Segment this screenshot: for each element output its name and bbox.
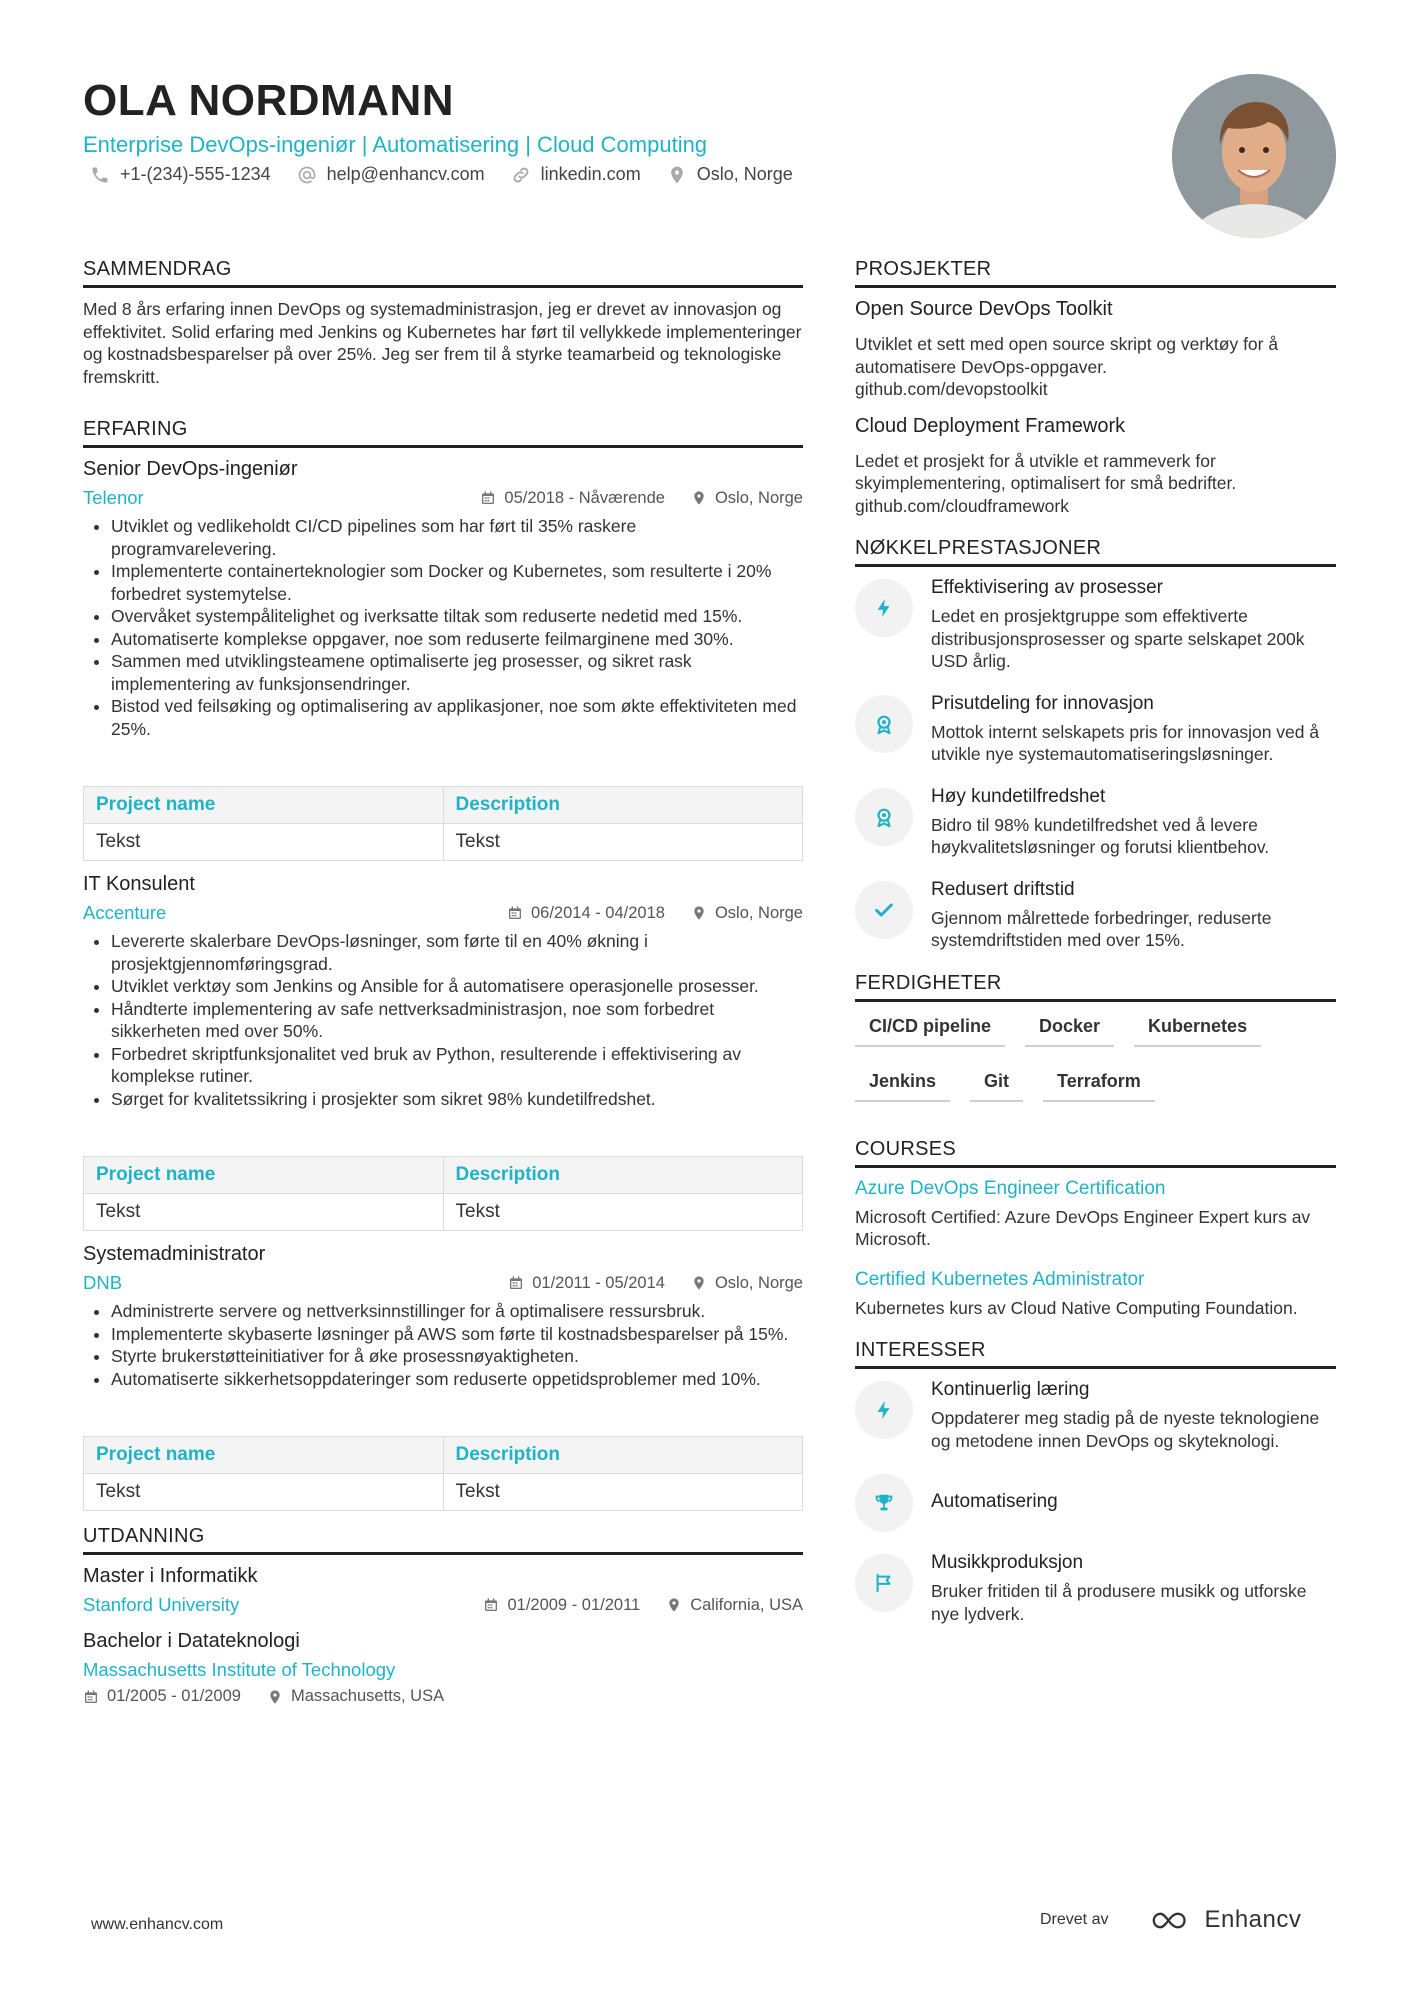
skill-tag: Kubernetes	[1134, 1012, 1261, 1047]
calendar-icon	[508, 1275, 524, 1291]
job-dates	[508, 1274, 665, 1293]
job-bullets	[83, 1300, 803, 1390]
avatar	[1172, 74, 1336, 238]
job-role: Senior DevOps-ingeniør	[83, 458, 298, 480]
calendar-icon	[480, 490, 496, 506]
job-bullets	[83, 515, 803, 740]
job-dates-text: 05/2018 - Nåværende	[504, 488, 665, 507]
job-location-text: Oslo, Norge	[714, 488, 803, 507]
job-bullet: • Styrte brukerstøtteinitiativer for å øke prosessnøyaktigheten.	[111, 1345, 803, 1368]
job-role: Systemadministrator	[83, 1243, 266, 1265]
job-meta-row	[83, 1272, 803, 1294]
job-location-text: Oslo, Norge	[714, 903, 803, 922]
course-text: Kubernetes kurs av Cloud Native Computing Foundation.	[855, 1297, 1298, 1318]
projects-section	[855, 258, 1336, 517]
education-section	[83, 1525, 803, 1706]
interest-title: Kontinuerlig læring	[931, 1379, 1090, 1400]
job-bullet: • Automatiserte komplekse oppgaver, noe som reduserte feilmarginene med 30%.	[111, 628, 803, 651]
job-role: IT Konsulent	[83, 873, 195, 895]
trophy-icon	[873, 1492, 895, 1514]
job-location	[691, 489, 803, 508]
job-dates-text: 01/2011 - 05/2014	[532, 1273, 665, 1292]
contact-location	[667, 164, 793, 185]
school-name: Stanford University	[83, 1594, 240, 1615]
right-column	[855, 258, 1336, 1645]
location-pin-icon	[267, 1689, 283, 1705]
job-entry	[83, 873, 803, 1231]
phone-text: +1-(234)-555-1234	[120, 164, 271, 184]
education-heading: UTDANNING	[83, 1525, 803, 1555]
project-link[interactable]: github.com/cloudframework	[855, 495, 1069, 516]
summary-heading: SAMMENDRAG	[83, 258, 803, 288]
job-meta-row	[83, 902, 803, 924]
course-name: Certified Kubernetes Administrator	[855, 1268, 1145, 1290]
interest-item	[855, 1552, 1336, 1625]
degree-title: Bachelor i Datateknologi	[83, 1630, 300, 1652]
skill-tag: Terraform	[1043, 1067, 1155, 1102]
course-entry	[855, 1269, 1336, 1320]
skill-tag: Jenkins	[855, 1067, 950, 1102]
job-company: Telenor	[83, 487, 144, 508]
profile-photo	[1172, 74, 1336, 238]
job-bullet: • Sammen med utviklingsteamene optimaliserte jeg prosesser, og sikret rask implementering av funksjonsendringer.	[111, 650, 803, 695]
interest-text: Bruker fritiden til å produsere musikk og utforske nye lydverk.	[931, 1581, 1307, 1624]
job-bullet: • Levererte skalerbare DevOps-løsninger, som førte til en 40% økning i prosjektgjennomføringsgrad.	[111, 930, 803, 975]
job-dates-text: 06/2014 - 04/2018	[531, 903, 665, 922]
contact-phone	[90, 164, 271, 185]
project-table	[83, 1436, 803, 1511]
table-header-project: Project name	[84, 1157, 444, 1194]
education-entry	[83, 1630, 803, 1706]
candidate-name: OLA NORDMANN	[83, 76, 454, 125]
achievement-text: Gjennom målrettede forbedringer, reduserte systemdriftstiden med over 15%.	[931, 907, 1272, 950]
calendar-icon	[507, 905, 523, 921]
achievement-text: Mottok internt selskapets pris for innovasjon ved å utvikle nye systemautomatiseringsløsninger.	[931, 721, 1320, 764]
award-icon	[873, 713, 895, 735]
course-name: Azure DevOps Engineer Certification	[855, 1177, 1166, 1199]
achievement-icon-circle	[855, 881, 913, 939]
project-table	[83, 1156, 803, 1231]
job-location	[691, 904, 803, 923]
table-header-project: Project name	[84, 787, 444, 824]
education-entry	[83, 1565, 803, 1616]
achievement-item	[855, 786, 1336, 859]
job-bullet: • Håndterte implementering av safe nettverksadministrasjon, noe som forbedret sikkerheten med over 50%.	[111, 998, 803, 1043]
calendar-icon	[483, 1597, 499, 1613]
enhancv-logo-icon	[1150, 1909, 1196, 1932]
project-link[interactable]: github.com/devopstoolkit	[855, 379, 1048, 399]
table-header-description: Description	[443, 1157, 803, 1194]
bolt-icon	[873, 1399, 895, 1421]
school-name: Massachusetts Institute of Technology	[83, 1659, 396, 1680]
achievement-item	[855, 693, 1336, 766]
location-text: Oslo, Norge	[696, 164, 793, 184]
achievement-item	[855, 577, 1336, 673]
job-entry	[83, 1243, 803, 1511]
job-company: DNB	[83, 1272, 123, 1293]
at-icon	[297, 165, 317, 185]
job-bullet: • Administrerte servere og nettverksinnstillinger for å optimalisere ressursbruk.	[111, 1300, 803, 1323]
job-meta	[480, 489, 803, 508]
interest-text: Oppdaterer meg stadig på de nyeste teknologiene og metodene innen DevOps og skyteknologi.	[931, 1408, 1320, 1451]
powered-by-label: Drevet av	[1040, 1911, 1109, 1928]
left-column	[83, 258, 803, 1706]
table-cell: Tekst	[84, 1474, 444, 1511]
interest-item	[855, 1472, 1336, 1532]
job-bullets	[83, 930, 803, 1110]
courses-heading: COURSES	[855, 1138, 1336, 1168]
projects-heading: PROSJEKTER	[855, 258, 1336, 288]
course-text: Microsoft Certified: Azure DevOps Engineer Expert kurs av Microsoft.	[855, 1206, 1311, 1249]
achievement-icon-circle	[855, 788, 913, 846]
table-cell: Tekst	[443, 824, 803, 861]
job-meta-row	[83, 487, 803, 509]
location-pin-icon	[667, 165, 687, 185]
achievement-text: Bidro til 98% kundetilfredshet ved å levere høykvalitetsløsninger og forutsi klientbehov.	[931, 814, 1270, 857]
job-entry	[83, 458, 803, 861]
education-meta	[83, 1687, 803, 1706]
skill-tag: CI/CD pipeline	[855, 1012, 1005, 1047]
calendar-icon	[83, 1689, 99, 1705]
project-table	[83, 786, 803, 861]
brand-name: Enhancv	[1204, 1906, 1302, 1933]
skills-list	[855, 1012, 1336, 1102]
table-header-description: Description	[443, 787, 803, 824]
award-icon	[873, 806, 895, 828]
interest-icon-circle	[855, 1474, 913, 1532]
linkedin-text[interactable]: linkedin.com	[540, 164, 641, 184]
job-bullet: • Implementerte containerteknologier som Docker og Kubernetes, som resulterte i 20% forbedret systemytelse.	[111, 560, 803, 605]
flag-icon	[873, 1572, 895, 1594]
project-name: Open Source DevOps Toolkit	[855, 298, 1113, 320]
interest-title: Automatisering	[931, 1491, 1058, 1512]
achievement-title: Prisutdeling for innovasjon	[931, 692, 1154, 714]
experience-heading: ERFARING	[83, 418, 803, 448]
courses-section	[855, 1138, 1336, 1320]
job-meta	[507, 904, 803, 923]
interest-title: Musikkproduksjon	[931, 1552, 1084, 1573]
skill-tag: Docker	[1025, 1012, 1114, 1047]
project-entry	[855, 298, 1336, 401]
project-description: Utviklet et sett med open source skript og verktøy for å automatisere DevOps-oppgaver.	[855, 334, 1279, 377]
table-cell: Tekst	[84, 824, 444, 861]
email-text[interactable]: help@enhancv.com	[326, 164, 485, 184]
interests-section	[855, 1339, 1336, 1625]
achievement-title: Effektivisering av prosesser	[931, 577, 1163, 598]
job-location-text: Oslo, Norge	[714, 1273, 803, 1292]
skill-tag: Git	[970, 1067, 1023, 1102]
job-bullet: • Bistod ved feilsøking og optimalisering av applikasjoner, noe som økte effektiviteten med 25%.	[111, 695, 803, 740]
link-icon	[511, 165, 531, 185]
check-icon	[873, 899, 895, 921]
phone-icon	[90, 165, 110, 185]
achievement-title: Høy kundetilfredshet	[931, 785, 1106, 807]
experience-section	[83, 418, 803, 1511]
education-meta	[483, 1596, 803, 1615]
achievement-title: Redusert driftstid	[931, 878, 1075, 900]
job-company: Accenture	[83, 902, 167, 923]
education-dates-text: 01/2009 - 01/2011	[507, 1595, 641, 1614]
contact-email[interactable]	[297, 164, 485, 185]
summary-text: Med 8 års erfaring innen DevOps og systemadministrasjon, jeg er drevet av innovasjon og effektivitet. Solid erfaring med Jenkins og Kubernetes har ført til vellykkede implementeringer og kostnadsbesparelser på over 25%. Jeg ser frem til å styrke teamarbeid og teknologiske fremskritt.	[83, 299, 802, 387]
bolt-icon	[873, 597, 895, 619]
achievement-icon-circle	[855, 695, 913, 753]
achievements-section	[855, 537, 1336, 952]
footer-branding	[1040, 1906, 1301, 1934]
location-pin-icon	[691, 490, 707, 506]
table-header-description: Description	[443, 1437, 803, 1474]
job-bullet: • Utviklet og vedlikeholdt CI/CD pipelines som har ført til 35% raskere programvarelevering.	[111, 515, 803, 560]
job-bullet: • Implementerte skybaserte løsninger på AWS som førte til kostnadsbesparelser på 15%.	[111, 1323, 803, 1346]
job-bullet: • Overvåket systempålitelighet og iverksatte tiltak som reduserte nedetid med 15%.	[111, 605, 803, 628]
interest-icon-circle	[855, 1554, 913, 1612]
achievement-item	[855, 879, 1336, 952]
job-location	[691, 1274, 803, 1293]
interest-item	[855, 1379, 1336, 1452]
location-pin-icon	[691, 1275, 707, 1291]
location-pin-icon	[691, 905, 707, 921]
education-location-text: California, USA	[690, 1595, 803, 1614]
job-dates	[507, 904, 665, 923]
job-bullet: • Forbedret skriptfunksjonalitet ved bruk av Python, resulterende i effektivisering av komplekse rutiner.	[111, 1043, 803, 1088]
interests-heading: INTERESSER	[855, 1339, 1336, 1369]
course-entry	[855, 1178, 1336, 1251]
job-bullet: • Sørget for kvalitetssikring i prosjekter som sikret 98% kundetilfredshet.	[111, 1088, 803, 1111]
table-cell: Tekst	[443, 1194, 803, 1231]
table-header-project: Project name	[84, 1437, 444, 1474]
achievement-icon-circle	[855, 579, 913, 637]
education-location-text: Massachusetts, USA	[290, 1687, 445, 1705]
contact-bar	[90, 164, 793, 185]
summary-section	[83, 258, 803, 388]
achievement-text: Ledet en prosjektgruppe som effektiverte distribusjonsprosesser og sparte selskapet 200k USD årlig.	[931, 606, 1305, 671]
skills-section	[855, 972, 1336, 1102]
interest-icon-circle	[855, 1381, 913, 1439]
job-bullet: • Automatiserte sikkerhetsoppdateringer som reduserte oppetidsproblemer med 10%.	[111, 1368, 803, 1391]
project-entry	[855, 415, 1336, 518]
footer-website[interactable]: www.enhancv.com	[91, 1916, 224, 1933]
project-name: Cloud Deployment Framework	[855, 414, 1126, 437]
education-dates	[83, 1687, 241, 1706]
candidate-headline: Enterprise DevOps-ingeniør | Automatisering | Cloud Computing	[83, 132, 708, 157]
table-cell: Tekst	[84, 1194, 444, 1231]
location-pin-icon	[666, 1597, 682, 1613]
education-meta-row	[83, 1594, 803, 1616]
table-cell: Tekst	[443, 1474, 803, 1511]
job-meta	[508, 1274, 803, 1293]
degree-title: Master i Informatikk	[83, 1565, 258, 1587]
skills-heading: FERDIGHETER	[855, 972, 1336, 1002]
job-dates	[480, 489, 665, 508]
brand-logo[interactable]	[1150, 1906, 1301, 1934]
achievements-heading: NØKKELPRESTASJONER	[855, 537, 1336, 567]
job-bullet: • Utviklet verktøy som Jenkins og Ansible for å automatisere operasjonelle prosesser.	[111, 975, 803, 998]
project-description: Ledet et prosjekt for å utvikle et rammeverk for skyimplementering, optimalisert for små bedrifter.	[855, 450, 1237, 493]
contact-linkedin[interactable]	[511, 164, 641, 185]
education-location	[267, 1687, 444, 1706]
education-dates	[483, 1596, 640, 1615]
education-dates-text: 01/2005 - 01/2009	[107, 1687, 241, 1705]
education-location	[666, 1596, 803, 1615]
